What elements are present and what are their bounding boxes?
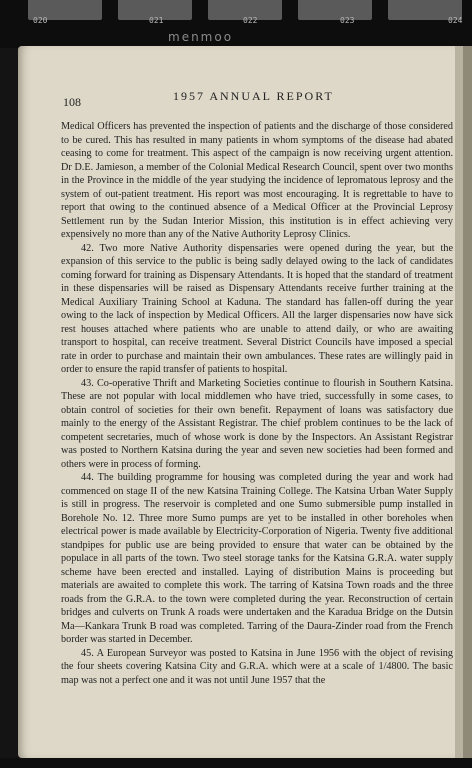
running-head: 1957 ANNUAL REPORT xyxy=(173,89,334,103)
book-page xyxy=(18,46,468,758)
frame-number: 021 xyxy=(149,16,164,25)
scanner-brand: menmoo xyxy=(168,30,234,44)
page-edge-shadow xyxy=(463,46,472,758)
paragraph: Medical Officers has prevented the inspection of patients and the discharge of those considered to be cured. This has resulted in many patients in whom symptoms of the disease had abated ceasing to come for treatment. This aspect of the campaign is now receiving urgent attention. Dr D.E. Jamieson, a member of the Colonial Medical Research Council, spent over two months in the Province in the middle of the year studying the incidence of lepromatous leprosy and the system of out-patient treatment. His report was most encouraging. It is regrettable to have to report that owing to the continued absence of a Medical Officer at the Provincial Leprosy Settlement run by the Sudan Interior Mission, this institution is in effect achieving very expensively no more than any of the Native Authority Leprosy Clinics. xyxy=(61,121,453,240)
paragraph: 45. A European Surveyor was posted to Katsina in June 1956 with the object of revising the four sheets covering Katsina City and G.R.A. which were at a scale of 1/4800. The basic map was not a perfect one and it was not until June 1957 that the xyxy=(61,647,453,686)
frame-number: 022 xyxy=(243,16,258,25)
body-text xyxy=(61,120,453,687)
paragraph: 44. The building programme for housing was completed during the year and work had commenced on stage II of the new Katsina Training College. The Katsina Urban Water Supply is still in progress. The reservoir is completed and one Sumo submersible pump installed in Borehole No. 12. Three more Sumo pumps are yet to be installed in other boreholes when electrical power is made available by Electricity-Corporation of Nigeria. Twenty five additional standpipes for public use are being provided to ensure that water can be obtained by the populace in all parts of the town. Two steel storage tanks for the Katsina G.R.A. water supply scheme have been erected and installed. Laying of distribution Mains is proceeding but materials are awaited to complete this work. The tarring of Katsina Town roads and the three roads from the G.R.A. to the town were completed during the year. Reconstruction of certain bridges and culverts on Trunk A roads were undertaken and the Karadua Bridge on the Dutsin Ma—Kankara Trunk B road was completed. Tarring of the Daura-Zinder road from the French border was started in December. xyxy=(61,472,453,645)
film-frame-tab xyxy=(298,0,372,20)
film-strip-bar xyxy=(0,0,472,48)
paragraph: 43. Co-operative Thrift and Marketing Societies continue to flourish in Southern Katsina. These are not popular with local middlemen who have tried, successfully in some cases, to obtain control of societies for their own benefit. Repayment of loans was satisfactory due mainly to the energy of the Assistant Registrar. The chief problem continues to be the lack of competent secretaries, much of whose work is done by the Inspectors. An Assistant Registrar was posted to Northern Katsina during the year and seven new societies had been formed and others were in process of forming. xyxy=(61,377,453,470)
frame-number: 020 xyxy=(33,16,48,25)
bottom-margin xyxy=(0,758,472,768)
frame-number: 024 xyxy=(448,16,463,25)
paragraph: 42. Two more Native Authority dispensaries were opened during the year, but the expansion of this service to the public is being sadly delayed owing to the lack of candidates coming forward for training as Dispensary Attendants. It is hoped that the standard of treatment in these dispensaries will be raised as Dispensary Attendants receive further training at the Medical Auxiliary Training School at Kaduna. The standard has fallen-off during the year owing to the lack of inspection by Medical Officers. All the larger dispensaries now have sick rest houses attached where patients who are unable to attend daily, or who are awaiting transport to hospital, can receive treatment. Several District Councils have imposed a special rate in order to purchase and maintain their own ambulances. These rates are willingly paid in order to ensure the rapid transfer of patients to hospital. xyxy=(61,242,453,375)
frame-number: 023 xyxy=(340,16,355,25)
page-number: 108 xyxy=(63,95,81,109)
